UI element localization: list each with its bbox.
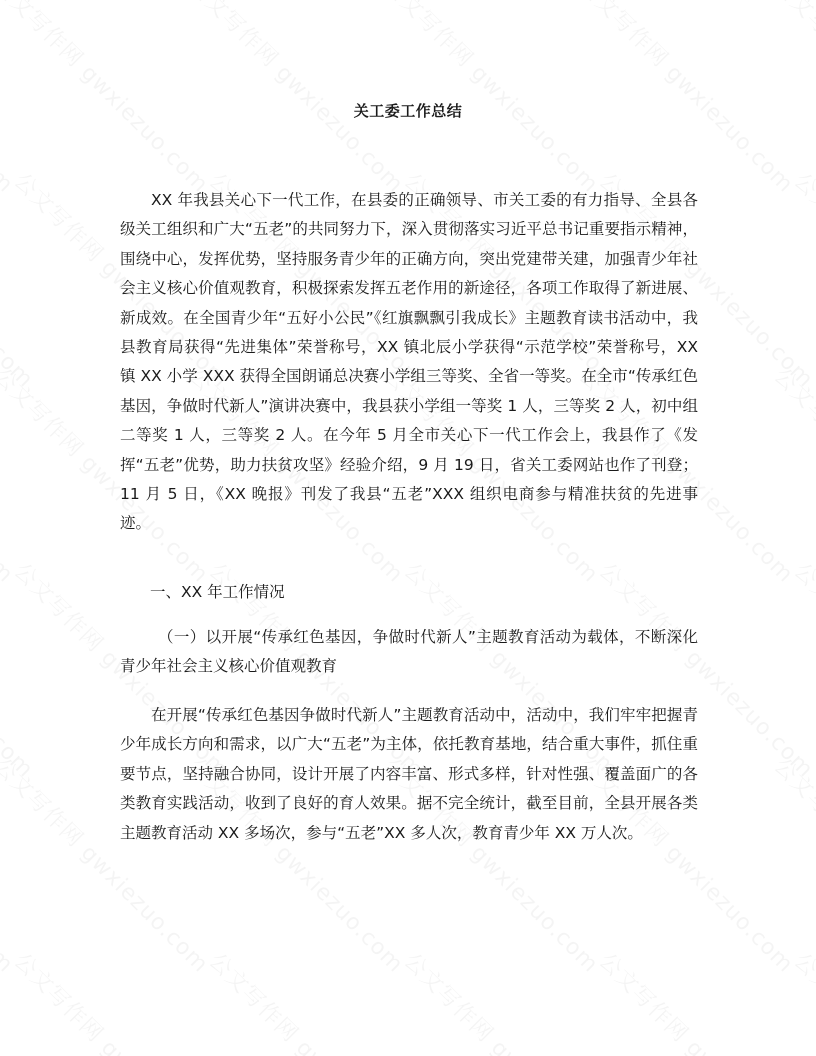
document-title: 关工委工作总结 <box>353 102 463 120</box>
watermark-text <box>788 165 816 394</box>
watermark-text <box>0 0 197 4</box>
watermark-text <box>0 165 42 394</box>
watermark-text <box>0 555 42 784</box>
watermark-text <box>358 0 587 4</box>
watermark-text <box>768 750 816 979</box>
watermark-text <box>788 945 816 1056</box>
subsection-heading: （一）以开展“传承红色基因，争做时代新人”主题教育活动为载体，不断深化青少年社会主义核心价值观教育 <box>120 628 698 676</box>
watermark-text <box>553 0 782 4</box>
section-body-paragraph: 在开展“传承红色基因争做时代新人”主题教育活动中，活动中，我们牢牢把握青少年成长方向和需求，以广大“五老”为主体，依托教育基地，结合重大事件，抓住重要节点，坚持融合协同，设计开展了内容丰富、形式多样，针对性强、覆盖面广的各类教育实践活动，收到了良好的育人效果。据不完全统计，截至目前，全县开展各类主题教育活动 XX 多场次，参与“五老”XX 多人次，教育青少年 XX 万人次。 <box>120 706 698 842</box>
watermark-text <box>0 945 42 1056</box>
intro-paragraph: XX 年我县关心下一代工作，在县委的正确领导、市关工委的有力指导、全县各级关工组织和广大“五老”的共同努力下，深入贯彻落实习近平总书记重要指示精神，围绕中心，发挥优势，坚持服务青少年的正确方向，突出党建带关建，加强青少年社会主义核心价值观教育，积极探索发挥五老作用的新途径，各项工作取得了新进展、新成效。在全国青少年“五好小公民”《红旗飘飘引我成长》主题教育读书活动中，我县教育局获得“先进集体”荣誉称号，XX 镇北辰小学获得“示范学校”荣誉称号，XX 镇 XX 小学 XXX 获得全国朗诵总决赛小学组三等奖、全省一等奖。在全市“传承红色基因，争做时代新人”演讲决赛中，我县获小学组一等奖 1 人，三等奖 2 人，初中组二等奖 1 人，三等奖 2 人。在今年 5 月全市关心下一代工作会上，我县作了《发挥“五老”优势，助力扶贫攻坚》经验介绍，9 月 19 日，省关工委网站也作了刊登；11 月 5 日，《XX 晚报》刊发了我县“五老”XXX 组织电商参与精准扶贫的先进事迹。 <box>120 191 698 533</box>
section-heading: 一、XX 年工作情况 <box>150 583 285 601</box>
watermark-text <box>768 360 816 589</box>
watermark-text <box>398 945 627 1056</box>
watermark-text <box>0 360 22 589</box>
watermark-text <box>748 0 816 4</box>
watermark-text <box>203 945 432 1056</box>
watermark-text <box>163 0 392 4</box>
watermark-text <box>788 555 816 784</box>
watermark-text <box>593 945 816 1056</box>
watermark-text <box>0 750 22 979</box>
watermark-text <box>8 945 237 1056</box>
watermark-text <box>0 0 2 4</box>
